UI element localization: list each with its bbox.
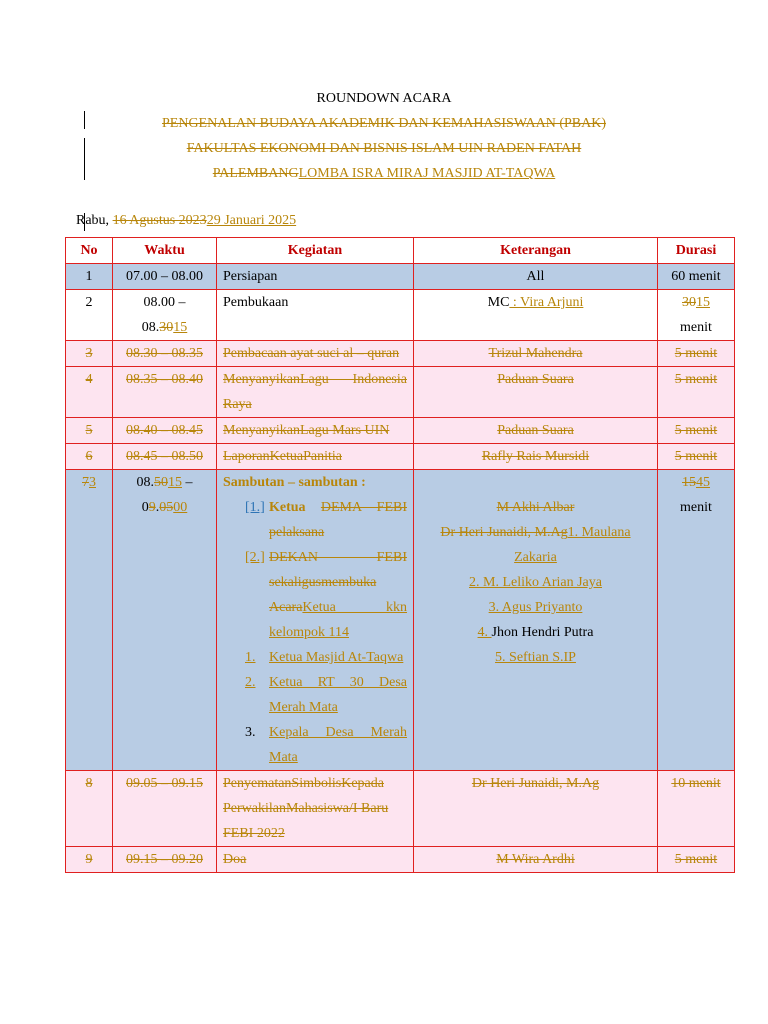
inserted-text: 15	[696, 295, 710, 310]
cell-duration: 5 menit	[658, 367, 735, 418]
inserted-text: 2. M. Leliko Arian Jaya	[469, 575, 602, 590]
inserted-text: Ketua kkn kelompok 114	[269, 600, 407, 640]
cell-no: 9	[66, 847, 113, 873]
note-text: Jhon Hendri Putra	[491, 625, 594, 640]
cell-activity	[217, 470, 414, 771]
doc-subtitle-line3	[66, 161, 702, 186]
list-item	[223, 670, 407, 720]
header-no: No	[66, 238, 113, 264]
table-row	[66, 264, 735, 290]
cell-duration: 5 menit	[658, 847, 735, 873]
time-text: –	[182, 475, 193, 490]
cell-no	[66, 470, 113, 771]
cell-no: 1	[66, 264, 113, 290]
header-waktu: Waktu	[113, 238, 217, 264]
header-kegiatan: Kegiatan	[217, 238, 414, 264]
cell-no: 4	[66, 367, 113, 418]
inserted-text: 3. Agus Priyanto	[488, 600, 583, 615]
inserted-text: Ketua RT 30 Desa Merah Mata	[269, 675, 407, 715]
deleted-text: DEKAN FEBI sekaligusmembuka Acara	[269, 550, 407, 615]
deleted-text: Dr Heri Junaidi, M.Ag	[440, 525, 568, 540]
deleted-text: 7	[82, 475, 89, 490]
deleted-text: 9	[148, 500, 156, 515]
table-row	[66, 367, 735, 418]
cell-time	[113, 290, 217, 341]
date-prefix: Rabu,	[76, 213, 113, 228]
inserted-text: Kepala Desa Merah Mata	[269, 725, 407, 765]
inserted-text: 15	[173, 320, 188, 335]
table-row	[66, 847, 735, 873]
inserted-text: Ketua Masjid At-Taqwa	[269, 650, 404, 665]
inserted-text: 45	[696, 475, 710, 490]
cell-duration: 5 menit	[658, 444, 735, 470]
time-start: 08.00 –	[143, 295, 186, 310]
doc-subtitle-line1: PENGENALAN BUDAYA AKADEMIK DAN KEMAHASISWAAN (PBAK)	[162, 116, 606, 131]
cell-activity: MenyanyikanLagu Indonesia Raya	[217, 367, 414, 418]
list-number: [2.]	[245, 550, 265, 565]
cell-time: 08.35 – 08.40	[113, 367, 217, 418]
activity-heading: Sambutan – sambutan :	[223, 475, 366, 490]
deleted-text: 50	[154, 475, 168, 490]
cell-no: 6	[66, 444, 113, 470]
list-number: 2.	[245, 675, 256, 690]
list-number: 3.	[245, 725, 256, 740]
inserted-text: 4.	[477, 625, 492, 640]
table-header-row	[66, 238, 735, 264]
list-number: [1.]	[245, 500, 265, 515]
inserted-date: 29 Januari 2025	[206, 213, 297, 228]
table-row	[66, 470, 735, 771]
note-line	[420, 520, 651, 570]
inserted-text: 3	[89, 475, 96, 490]
cell-note: Trizul Mahendra	[414, 341, 658, 367]
cell-activity: PenyematanSimbolisKepada PerwakilanMahasiswa/I Baru FEBI 2022	[217, 771, 414, 847]
table-row	[66, 418, 735, 444]
inserted-text: LOMBA ISRA MIRAJ MASJID AT-TAQWA	[298, 166, 556, 181]
cell-activity: Pembukaan	[217, 290, 414, 341]
cell-note: All	[414, 264, 658, 290]
deleted-text: 05	[159, 500, 174, 515]
note-line	[420, 470, 651, 495]
inserted-text: : Vira Arjuni	[509, 295, 584, 310]
time-end	[119, 315, 210, 340]
cell-time: 08.45 – 08.50	[113, 444, 217, 470]
cell-time	[113, 470, 217, 771]
cell-time: 09.05 – 09.15	[113, 771, 217, 847]
list-item	[223, 545, 407, 645]
table-row	[66, 444, 735, 470]
cell-duration: 10 menit	[658, 771, 735, 847]
note-line	[420, 620, 651, 645]
duration-value	[664, 290, 728, 315]
table-row	[66, 341, 735, 367]
title-block	[66, 86, 702, 186]
cell-time: 08.40 – 08.45	[113, 418, 217, 444]
cell-no: 2	[66, 290, 113, 341]
time-text: 0	[141, 500, 149, 515]
cell-activity: Doa	[217, 847, 414, 873]
time-text: 08.	[141, 320, 160, 335]
cell-note: Paduan Suara	[414, 418, 658, 444]
event-date	[76, 211, 296, 231]
cell-duration	[658, 290, 735, 341]
doc-subtitle-line2: FAKULTAS EKONOMI DAN BISNIS ISLAM UIN RADEN FATAH	[186, 141, 582, 156]
cell-activity: Pembacaan ayat suci al – quran	[217, 341, 414, 367]
cell-duration	[658, 470, 735, 771]
table-row	[66, 771, 735, 847]
cell-note: M Wira Ardhi	[414, 847, 658, 873]
deleted-date: 16 Agustus 2023	[112, 213, 207, 228]
doc-title: ROUNDOWN ACARA	[316, 91, 452, 106]
deleted-text: 30	[682, 295, 696, 310]
inserted-text: 00	[173, 500, 188, 515]
list-item	[223, 495, 407, 545]
deleted-text: PALEMBANG	[212, 166, 299, 181]
cell-no: 5	[66, 418, 113, 444]
time-start	[119, 470, 210, 495]
deleted-text: 15	[682, 475, 696, 490]
inserted-text: 15	[168, 475, 182, 490]
time-text: 08.	[136, 475, 154, 490]
duration-value	[664, 470, 728, 495]
cell-duration: 5 menit	[658, 418, 735, 444]
deleted-text: M Akhi Albar	[496, 500, 575, 515]
header-keterangan: Keterangan	[414, 238, 658, 264]
cell-activity: LaporanKetuaPanitia	[217, 444, 414, 470]
cell-time: 09.15 – 09.20	[113, 847, 217, 873]
list-item	[223, 720, 407, 770]
duration-unit: menit	[680, 500, 712, 515]
cell-note: Paduan Suara	[414, 367, 658, 418]
list-item	[223, 645, 407, 670]
cell-activity: MenyanyikanLagu Mars UIN	[217, 418, 414, 444]
inserted-text: 5. Seftian S.IP	[495, 650, 576, 665]
cell-note: Rafly Rais Mursidi	[414, 444, 658, 470]
cell-duration: 60 menit	[658, 264, 735, 290]
cell-note	[414, 290, 658, 341]
time-text: .	[155, 500, 160, 515]
cell-time: 07.00 – 08.00	[113, 264, 217, 290]
cell-no: 8	[66, 771, 113, 847]
duration-unit: menit	[680, 320, 712, 335]
cell-activity: Persiapan	[217, 264, 414, 290]
rundown-table	[65, 237, 735, 873]
table-row	[66, 290, 735, 341]
deleted-text: DEMA FEBI pelaksana	[269, 500, 407, 540]
inserted-text: 1. Maulana Zakaria	[514, 525, 631, 565]
header-durasi: Durasi	[658, 238, 735, 264]
cell-note	[414, 470, 658, 771]
note-text: MC	[487, 295, 510, 310]
speech-list	[223, 495, 407, 770]
cell-no: 3	[66, 341, 113, 367]
cell-time: 08.30 – 08.35	[113, 341, 217, 367]
cell-duration: 5 menit	[658, 341, 735, 367]
list-number: 1.	[245, 650, 256, 665]
cell-note: Dr Heri Junaidi, M.Ag	[414, 771, 658, 847]
time-end	[119, 495, 210, 520]
list-text: Ketua	[269, 500, 306, 515]
deleted-text: 30	[159, 320, 174, 335]
